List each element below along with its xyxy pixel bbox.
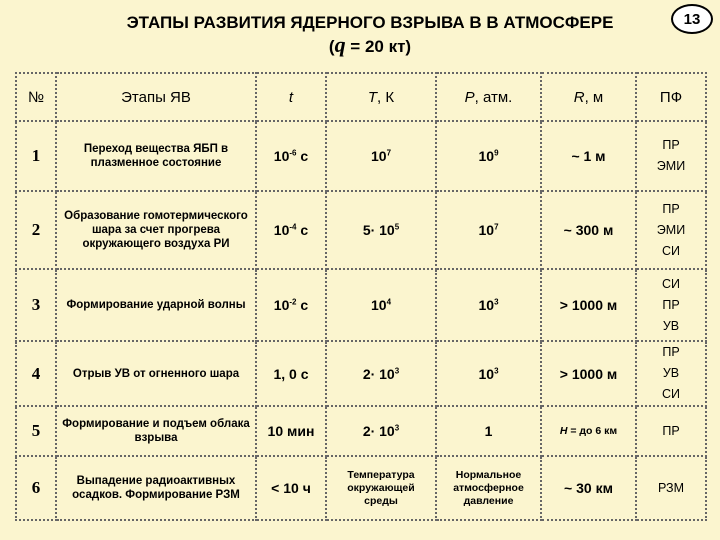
temperature-cell [326, 121, 436, 191]
radius-cell [541, 341, 636, 406]
explosion-stages-table [15, 72, 707, 521]
damage-factor: УВ [662, 366, 680, 380]
radius-value: ~ 1 м [571, 148, 606, 164]
pressure-base: Нормальное атмосферное давление [453, 468, 524, 507]
table-row [16, 121, 706, 191]
radius-cell [541, 456, 636, 520]
temperature-exponent: 3 [394, 423, 400, 433]
damage-factor: СИ [661, 276, 680, 291]
pressure-cell [436, 269, 541, 341]
stage-name: Отрыв УВ от огненного шара [56, 341, 256, 406]
time-cell [256, 191, 326, 269]
header-pressure: P, атм. [436, 73, 541, 121]
time-cell [256, 269, 326, 341]
row-number: 2 [16, 191, 56, 269]
temperature-exponent: 5 [394, 222, 400, 232]
time-exponent: -2 [289, 297, 297, 307]
stage-name: Переход вещества ЯБП в плазменное состояние [56, 121, 256, 191]
header-stage: Этапы ЯВ [56, 73, 256, 121]
temperature-base: 2· 10 [362, 365, 395, 382]
row-number: 6 [16, 456, 56, 520]
slide-title [60, 12, 680, 58]
time-base: 10 [273, 148, 290, 164]
time-cell [256, 406, 326, 456]
table-row [16, 456, 706, 520]
title-line-2: (q = 20 кт) [328, 32, 412, 57]
damage-factor: РЗМ [657, 480, 685, 495]
pressure-exponent: 7 [494, 222, 499, 232]
stage-name: Формирование и подъем облака взрыва [56, 406, 256, 456]
damage-factor: ПР [662, 423, 680, 438]
damage-factor: ЭМИ [656, 159, 686, 173]
stage-name: Образование гомотермического шара за счет прогрева окружающего воздуха РИ [56, 191, 256, 269]
stage-name: Выпадение радиоактивных осадков. Формирование РЗМ [56, 456, 256, 520]
time-base: < 10 ч [271, 480, 311, 496]
time-unit: с [296, 148, 309, 164]
temperature-base: 10 [370, 297, 387, 313]
pressure-cell [436, 191, 541, 269]
radius-cell [541, 191, 636, 269]
damage-factor: СИ [661, 243, 680, 258]
pressure-exponent: 9 [494, 148, 499, 158]
temperature-cell [326, 456, 436, 520]
temperature-base: 2· 10 [362, 423, 395, 439]
header-time: t [256, 73, 326, 121]
time-unit: с [296, 222, 309, 238]
temperature-cell [326, 406, 436, 456]
radius-value: > 1000 м [559, 297, 618, 313]
damage-factor: ПР [662, 297, 680, 312]
radius-cell [541, 406, 636, 456]
damage-factors-cell [636, 121, 706, 191]
radius-value: ~ 30 км [564, 480, 613, 496]
time-base: 1, 0 с [273, 365, 309, 382]
temperature-cell [326, 191, 436, 269]
damage-factors-cell [636, 269, 706, 341]
header-num: № [16, 73, 56, 121]
damage-factor: СИ [661, 387, 680, 401]
temperature-cell [326, 341, 436, 406]
table-row [16, 341, 706, 406]
time-base: 10 [273, 222, 290, 238]
temperature-exponent: 3 [394, 365, 400, 375]
table-row [16, 269, 706, 341]
damage-factor: ЭМИ [656, 222, 686, 237]
header-radius: R, м [541, 73, 636, 121]
time-unit: с [296, 297, 309, 313]
pressure-base: 10 [478, 222, 495, 238]
pressure-exponent: 3 [494, 297, 499, 307]
damage-factor: ПР [662, 201, 680, 216]
radius-value: = до 6 км [567, 424, 618, 437]
stage-name: Формирование ударной волны [56, 269, 256, 341]
time-exponent: -4 [289, 222, 297, 232]
pressure-base: 1 [484, 423, 493, 439]
pressure-base: 10 [478, 297, 495, 313]
pressure-cell [436, 341, 541, 406]
damage-factors-cell [636, 406, 706, 456]
radius-value: > 1000 м [559, 365, 618, 382]
table-row [16, 191, 706, 269]
row-number: 3 [16, 269, 56, 341]
damage-factor: УВ [662, 318, 680, 333]
title-line-1: ЭТАПЫ РАЗВИТИЯ ЯДЕРНОГО ВЗРЫВА В В АТМОСФЕРЕ [126, 13, 614, 32]
row-number: 1 [16, 121, 56, 191]
pressure-cell [436, 456, 541, 520]
time-cell [256, 456, 326, 520]
row-number: 4 [16, 341, 56, 406]
damage-factors-cell [636, 456, 706, 520]
row-number: 5 [16, 406, 56, 456]
radius-cell [541, 121, 636, 191]
pressure-base: 10 [478, 365, 495, 382]
damage-factor: ПР [662, 345, 680, 359]
radius-symbol: Н [559, 424, 568, 437]
time-base: 10 [273, 297, 290, 313]
radius-cell [541, 269, 636, 341]
pressure-exponent: 3 [494, 365, 499, 375]
yield-symbol: q [334, 32, 346, 57]
temperature-exponent: 7 [386, 148, 392, 158]
pressure-cell [436, 406, 541, 456]
time-exponent: -6 [289, 148, 297, 158]
radius-value: ~ 300 м [563, 222, 614, 238]
slide-number-badge: 13 [671, 4, 713, 34]
header-temperature: T, К [326, 73, 436, 121]
time-base: 10 мин [267, 423, 315, 439]
time-cell [256, 341, 326, 406]
damage-factor: ПР [662, 138, 680, 152]
header-damage-factors: ПФ [636, 73, 706, 121]
damage-factors-cell [636, 191, 706, 269]
temperature-cell [326, 269, 436, 341]
temperature-base: Температура окружающей среды [347, 468, 415, 507]
pressure-base: 10 [478, 148, 495, 164]
table-header-row [16, 73, 706, 121]
temperature-exponent: 4 [386, 297, 392, 307]
pressure-cell [436, 121, 541, 191]
temperature-base: 5· 10 [362, 222, 395, 238]
time-cell [256, 121, 326, 191]
table-row [16, 406, 706, 456]
temperature-base: 10 [370, 148, 387, 164]
damage-factors-cell [636, 341, 706, 406]
